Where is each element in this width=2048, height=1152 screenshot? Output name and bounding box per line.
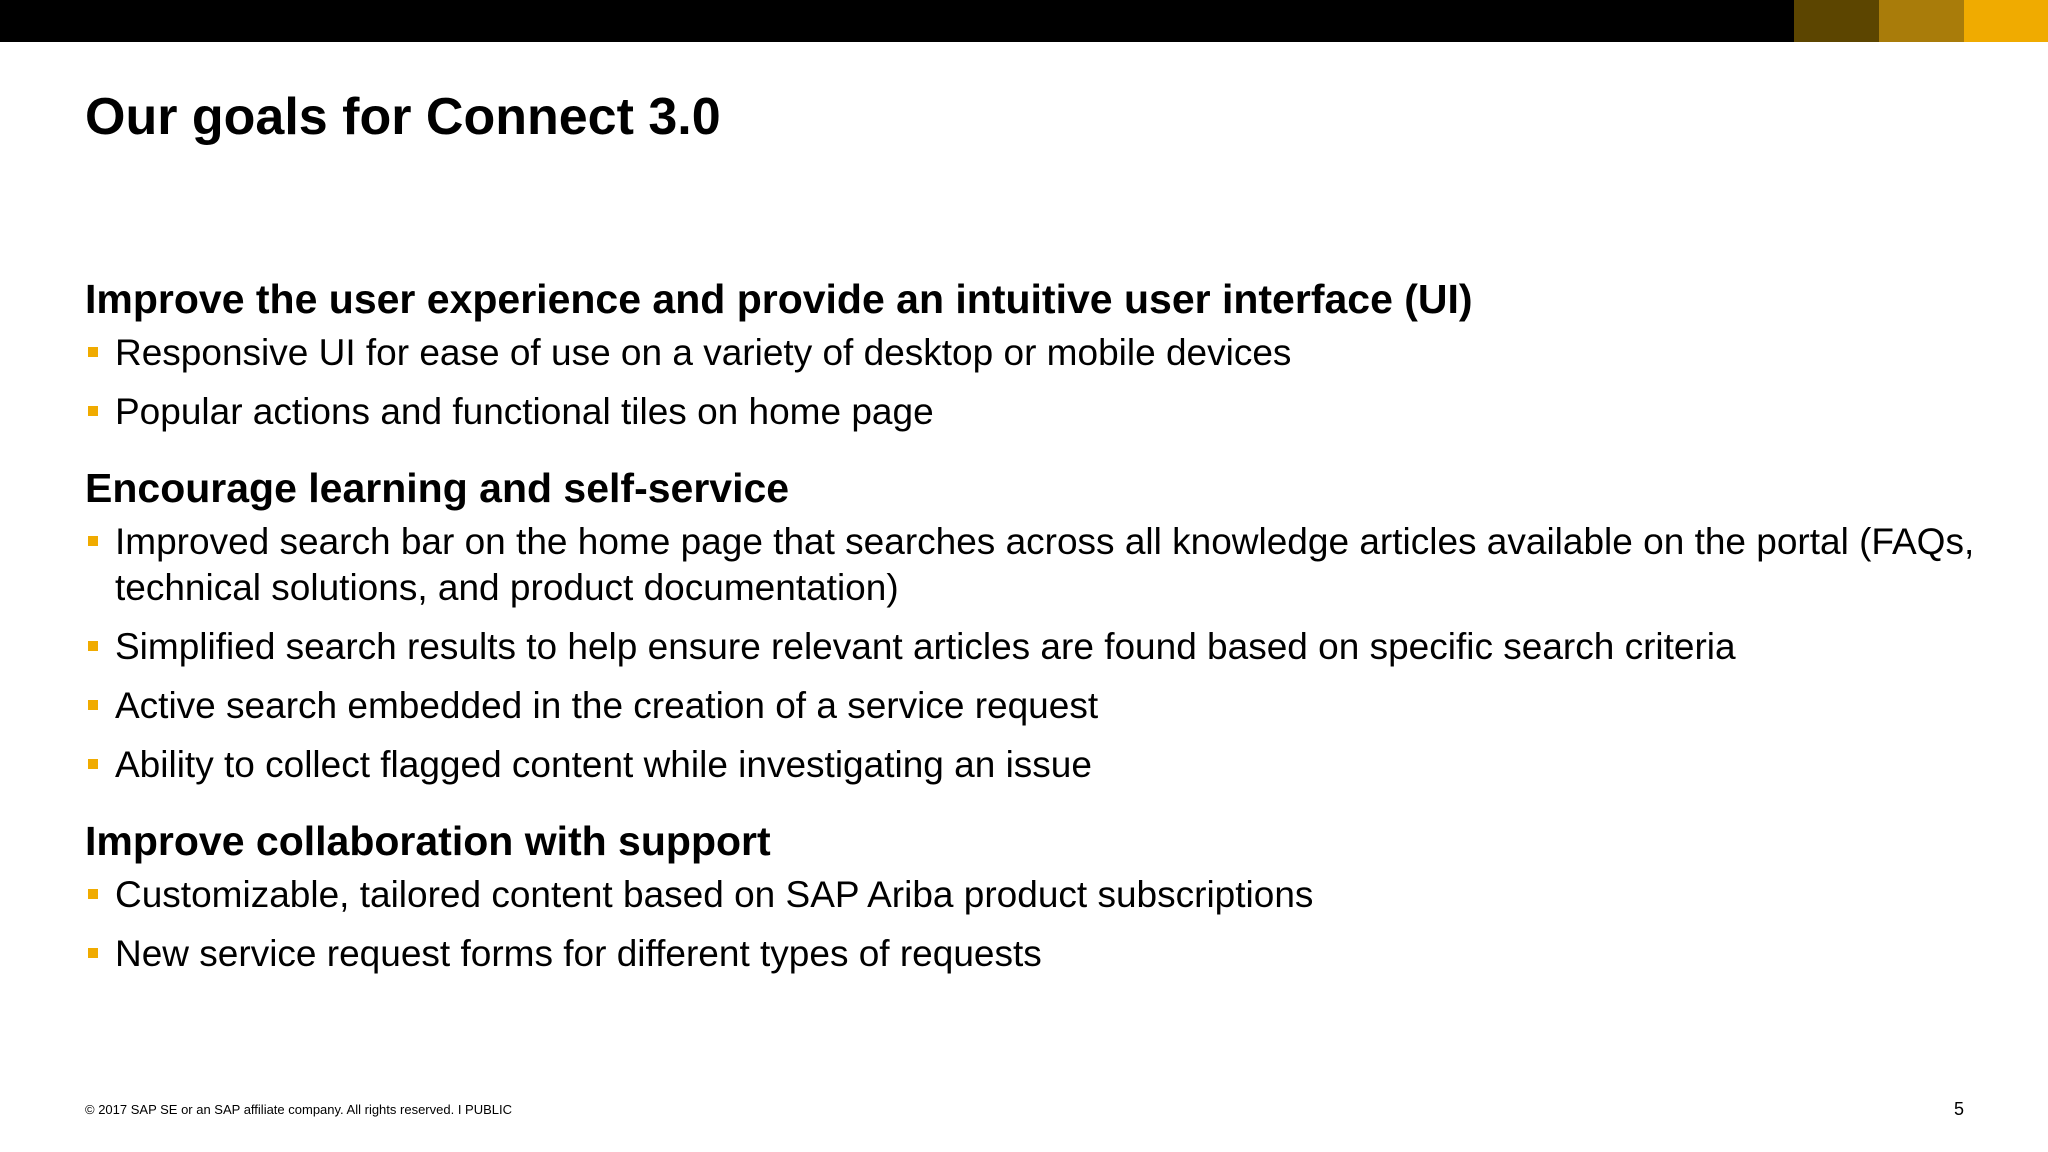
header-accent-dark <box>1794 0 1879 42</box>
bullet-item <box>85 742 1985 788</box>
bullet-list <box>85 330 1985 435</box>
header-accent-medium <box>1879 0 1964 42</box>
bullet-item <box>85 872 1985 918</box>
bullet-list <box>85 872 1985 977</box>
square-bullet-icon <box>88 347 98 357</box>
section-heading: Improve the user experience and provide an intuitive user interface (UI) <box>85 276 1473 322</box>
bullet-list <box>85 519 1985 788</box>
slide-title: Our goals for Connect 3.0 <box>85 88 721 146</box>
square-bullet-icon <box>88 948 98 958</box>
header-accent-gold <box>1964 0 2048 42</box>
bullet-text: Active search embedded in the creation of a service request <box>115 685 1099 726</box>
bullet-text: Simplified search results to help ensure relevant articles are found based on specific search criteria <box>115 626 1736 667</box>
footer-copyright: © 2017 SAP SE or an SAP affiliate company. All rights reserved. I PUBLIC <box>85 1102 513 1117</box>
bullet-text: Responsive UI for ease of use on a variety of desktop or mobile devices <box>115 332 1292 373</box>
bullet-text: New service request forms for different types of requests <box>115 933 1042 974</box>
square-bullet-icon <box>88 700 98 710</box>
section-heading: Encourage learning and self-service <box>85 465 790 511</box>
section-user-experience <box>85 270 1985 435</box>
section-collaboration <box>85 812 1985 977</box>
bullet-text: Ability to collect flagged content while investigating an issue <box>115 744 1092 785</box>
section-heading: Improve collaboration with support <box>85 818 771 864</box>
section-self-service <box>85 459 1985 788</box>
goals-content <box>85 270 1985 990</box>
bullet-item <box>85 683 1985 729</box>
square-bullet-icon <box>88 889 98 899</box>
bullet-item <box>85 519 1985 611</box>
bullet-text: Improved search bar on the home page that searches across all knowledge articles available on the portal (FAQs, technical solutions, and product documentation) <box>115 521 1975 608</box>
bullet-item <box>85 389 1985 435</box>
bullet-text: Customizable, tailored content based on SAP Ariba product subscriptions <box>115 874 1314 915</box>
bullet-item <box>85 330 1985 376</box>
bullet-item <box>85 931 1985 977</box>
bullet-item <box>85 624 1985 670</box>
square-bullet-icon <box>88 641 98 651</box>
header-bar <box>0 0 2048 42</box>
square-bullet-icon <box>88 759 98 769</box>
square-bullet-icon <box>88 536 98 546</box>
page-number: 5 <box>1953 1099 1964 1119</box>
square-bullet-icon <box>88 406 98 416</box>
bullet-text: Popular actions and functional tiles on home page <box>115 391 934 432</box>
